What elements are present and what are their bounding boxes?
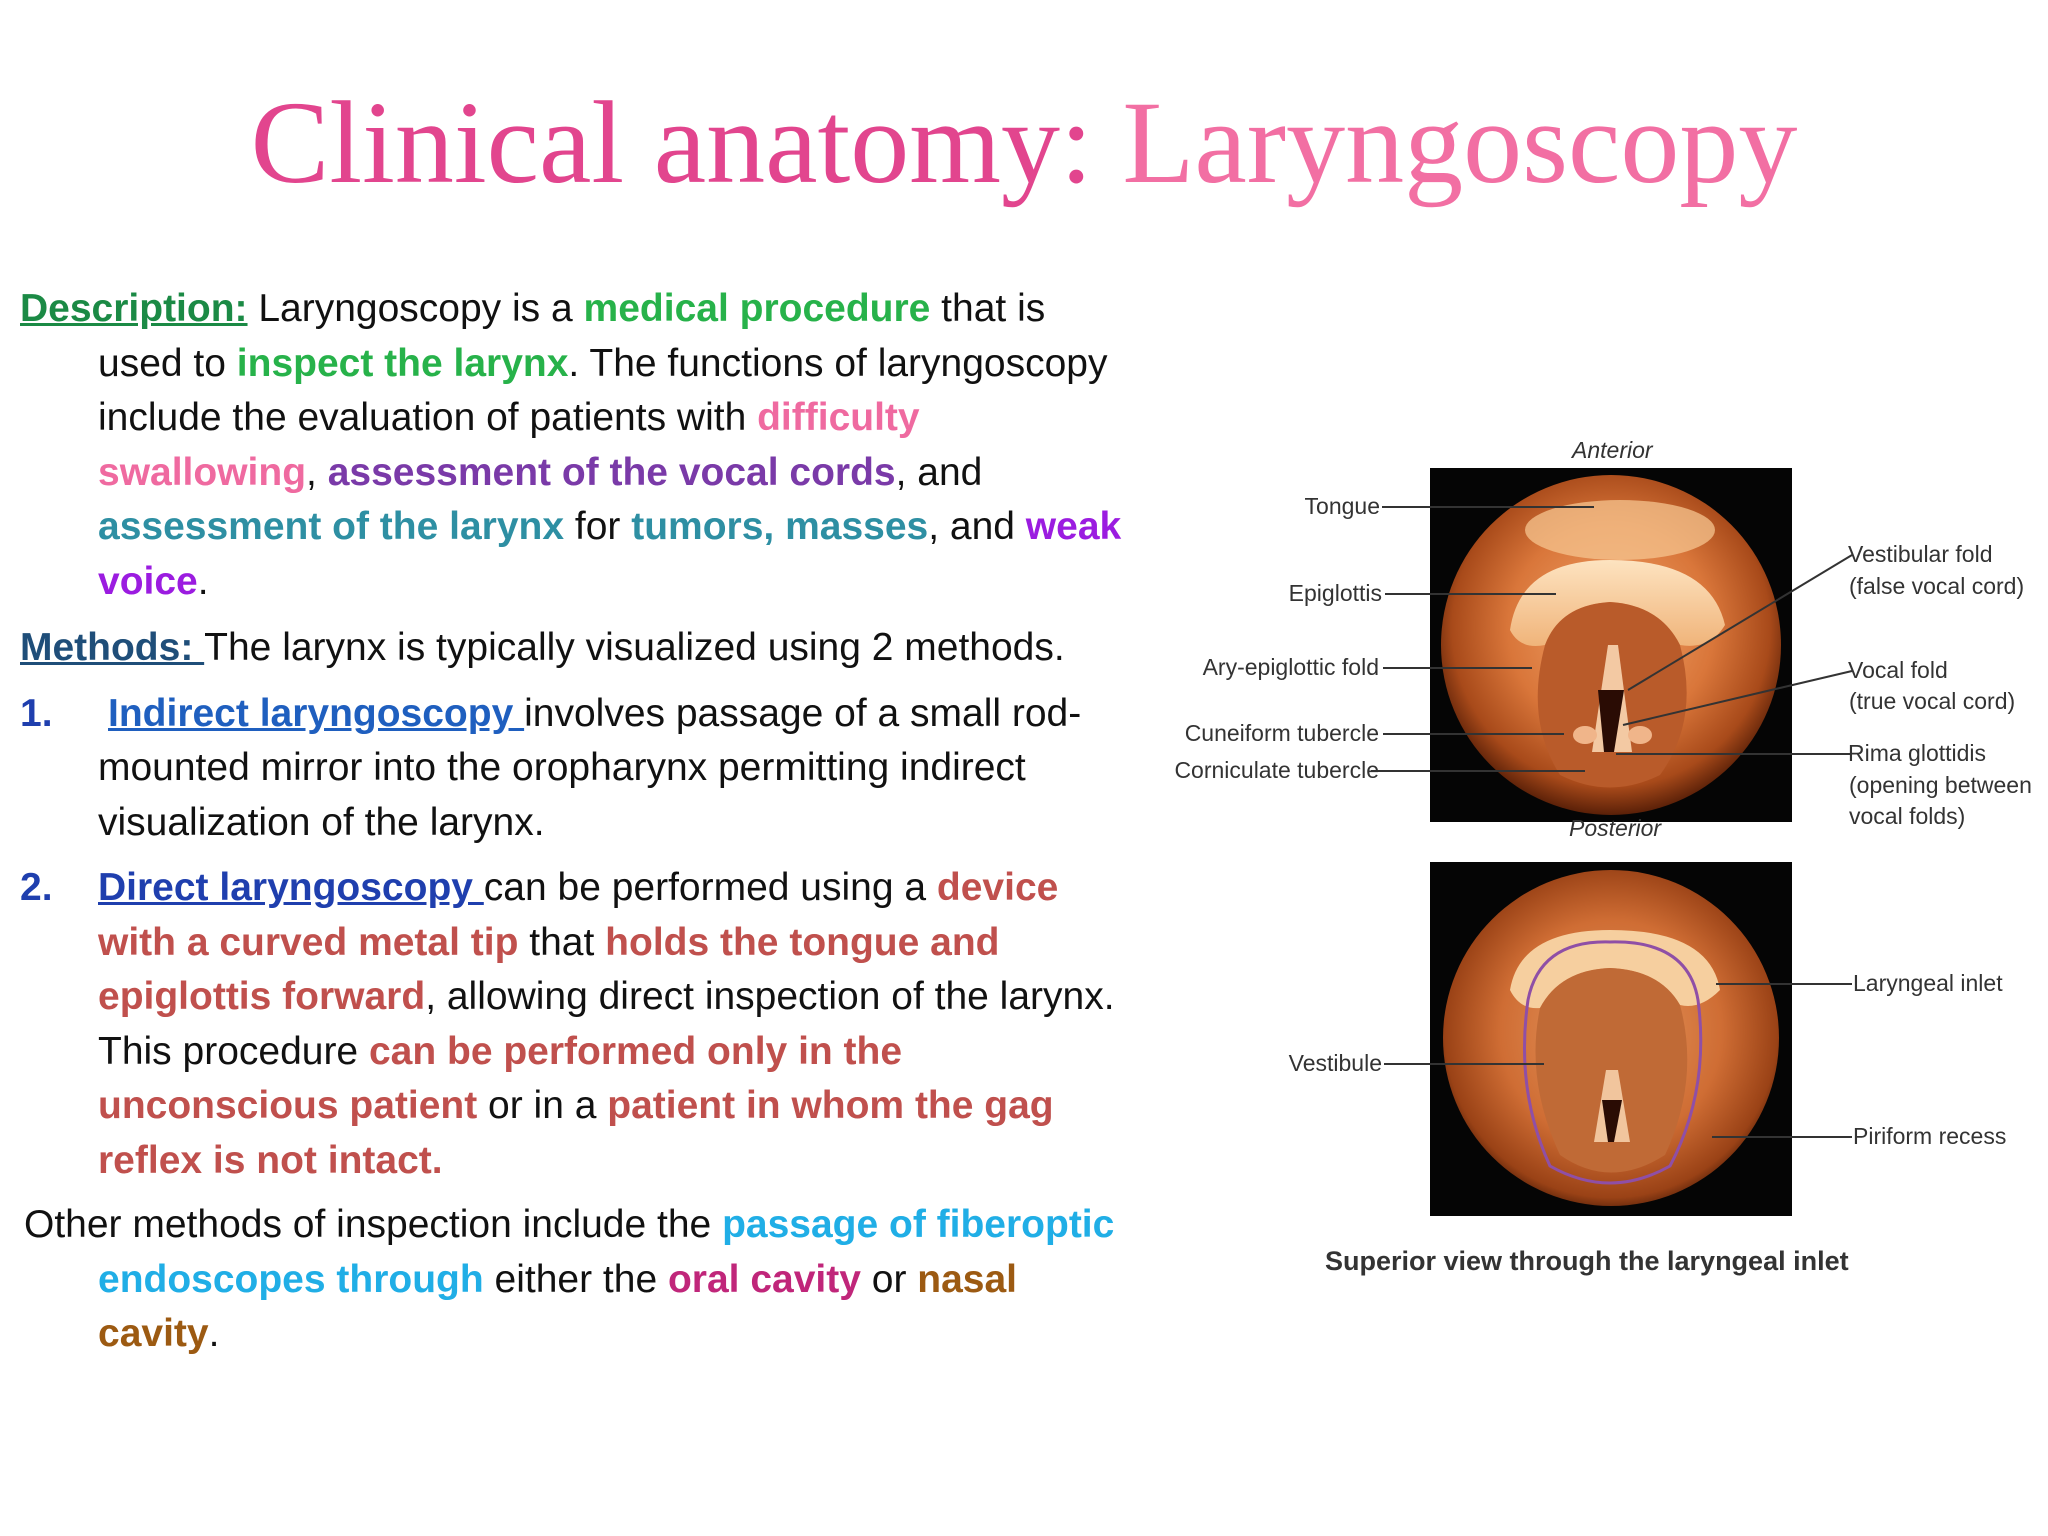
desc-highlight-2: inspect the larynx	[236, 341, 569, 385]
title-part-2: Laryngoscopy	[1122, 77, 1798, 208]
desc-highlight-4: assessment of the vocal cords	[327, 450, 896, 494]
slide-body	[20, 282, 1130, 1362]
laryngoscopy-figure	[1140, 430, 2048, 1310]
method-item-2	[20, 861, 1130, 1188]
bottom-endoscopic-image	[1430, 862, 1792, 1216]
desc-text-8: .	[197, 559, 209, 603]
label-posterior: Posterior	[1569, 815, 1662, 841]
slide-title	[0, 78, 2048, 208]
label-tongue: Tongue	[1304, 493, 1380, 519]
label-rima-glottidis-sub1: (opening between	[1849, 772, 2032, 798]
desc-highlight-1: medical procedure	[583, 287, 931, 330]
label-vestibular-fold: Vestibular fold	[1848, 541, 1993, 567]
desc-text-6: for	[564, 505, 632, 548]
desc-text-7: , and	[928, 505, 1026, 548]
method-2-text-3: , allowing direct inspection of the larynx. This procedure	[98, 975, 1115, 1073]
method-2-text-2: that	[518, 920, 606, 964]
method-number-2: 2.	[20, 866, 53, 909]
label-rima-glottidis: Rima glottidis	[1848, 740, 1987, 766]
other-text-2: either the	[483, 1257, 668, 1301]
label-corniculate-tubercle: Corniculate tubercle	[1174, 757, 1379, 783]
other-methods-paragraph	[20, 1198, 1130, 1362]
other-text-1: Other methods of inspection include the	[24, 1203, 723, 1246]
label-epiglottis: Epiglottis	[1288, 580, 1382, 606]
other-highlight-3: nasal cavity	[98, 1257, 1018, 1355]
description-paragraph	[20, 282, 1130, 609]
other-text-4: .	[208, 1312, 220, 1355]
desc-highlight-7: weak voice	[98, 505, 1122, 603]
desc-text-5: , and	[895, 450, 983, 494]
method-2-highlight-3: can be performed only in the unconscious patient	[98, 1029, 903, 1127]
figure-caption: Superior view through the laryngeal inlet	[1325, 1246, 1849, 1276]
desc-text-3: . The functions of laryngoscopy include the evaluation of patients with	[98, 341, 1108, 439]
description-heading: Description:	[20, 287, 248, 330]
method-2-highlight-4: patient in whom the gag reflex is not intact.	[98, 1084, 1054, 1182]
method-2-text-4: or in a	[477, 1084, 608, 1127]
methods-text: The larynx is typically visualized using 2 methods.	[204, 626, 1065, 669]
top-endoscopic-image	[1430, 468, 1792, 822]
other-text-3: or	[860, 1257, 918, 1301]
desc-text-1: Laryngoscopy is a	[247, 287, 584, 330]
direct-laryngoscopy-link[interactable]: Direct laryngoscopy	[98, 866, 484, 909]
label-rima-glottidis-sub2: vocal folds)	[1849, 803, 1966, 829]
label-vocal-fold: Vocal fold	[1848, 657, 1948, 683]
label-ary-epiglottic-fold: Ary-epiglottic fold	[1202, 654, 1379, 680]
label-laryngeal-inlet: Laryngeal inlet	[1853, 970, 2003, 996]
method-2-highlight-2: holds the tongue and epiglottis forward	[98, 920, 1000, 1018]
other-highlight-2: oral cavity	[667, 1257, 861, 1301]
label-anterior: Anterior	[1572, 437, 1653, 463]
desc-text-2: that is used to	[98, 287, 1046, 385]
label-piriform-recess: Piriform recess	[1853, 1123, 2007, 1149]
title-part-1: Clinical anatomy:	[250, 77, 1123, 208]
indirect-laryngoscopy-link[interactable]: Indirect laryngoscopy	[108, 691, 525, 735]
desc-highlight-6: tumors, masses	[631, 505, 929, 548]
desc-highlight-3: difficulty swallowing	[98, 396, 920, 494]
method-item-1	[20, 687, 1130, 851]
method-2-text-1: can be performed using a	[483, 866, 937, 909]
desc-text-4: ,	[306, 450, 328, 494]
other-highlight-1: passage of fiberoptic endoscopes through	[98, 1203, 1115, 1301]
method-1-text: involves passage of a small rod-mounted mirror into the oropharynx permitting indirect visualization of the larynx.	[98, 691, 1082, 844]
methods-paragraph	[20, 621, 1130, 676]
label-cuneiform-tubercle: Cuneiform tubercle	[1184, 720, 1379, 746]
methods-heading: Methods:	[20, 626, 205, 669]
method-number-1: 1.	[20, 691, 53, 735]
method-2-highlight-1: device with a curved metal tip	[98, 866, 1059, 964]
desc-highlight-5: assessment of the larynx	[98, 505, 565, 548]
label-vestibular-fold-sub: (false vocal cord)	[1849, 573, 2025, 599]
label-vestibule: Vestibule	[1288, 1050, 1382, 1076]
label-vocal-fold-sub: (true vocal cord)	[1849, 688, 2016, 714]
